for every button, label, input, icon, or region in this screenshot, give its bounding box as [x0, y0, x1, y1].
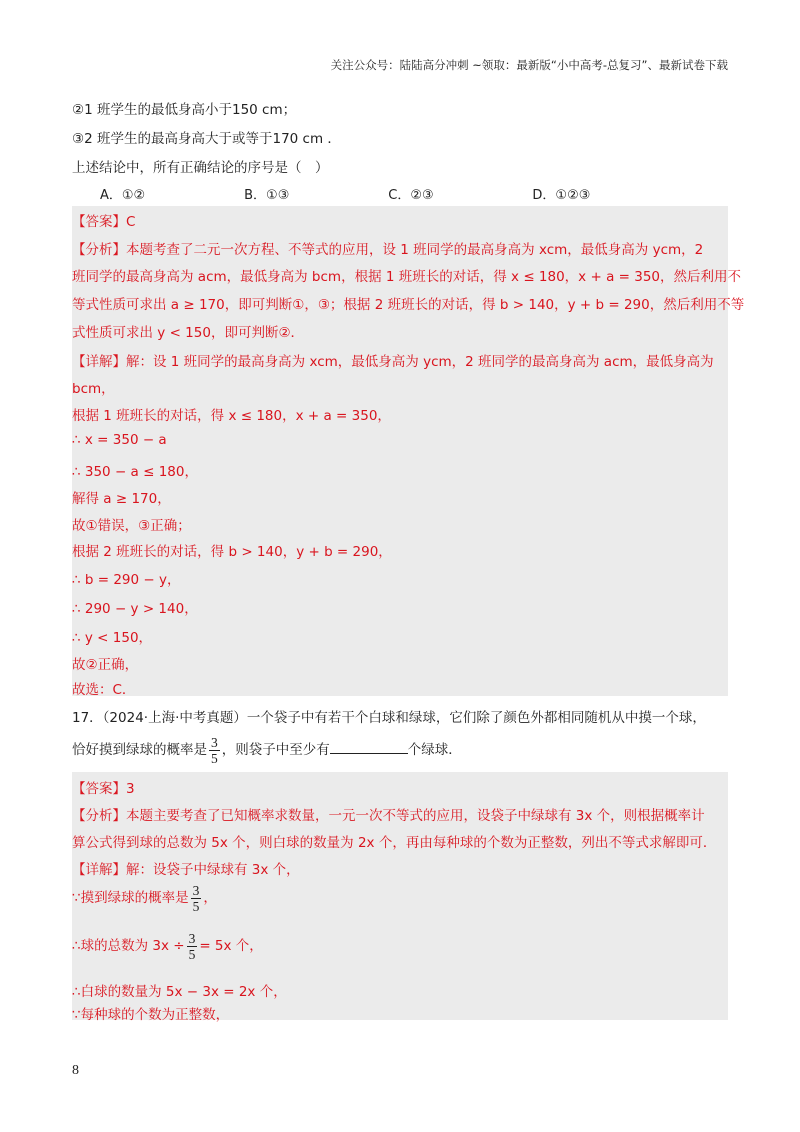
q17-analysis-line: 算公式得到球的总数为 5x 个，则白球的数量为 2x 个，再由每种球的个数为正整数，列出不等式求解即可． — [72, 835, 717, 851]
q16-prompt: 上述结论中，所有正确结论的序号是（ ） — [72, 160, 329, 176]
q16-detail-line: 根据 1 班班长的对话，得 x ≤ 180，x + a = 350， — [72, 408, 391, 424]
answer-blank — [330, 741, 408, 754]
fraction-denominator: 5 — [188, 946, 196, 962]
q16-options — [100, 184, 672, 203]
q17-question-line: 17．（2024·上海·中考真题）一个袋子中有若干个白球和绿球，它们除了颜色外都相同随机从中摸一个球， — [72, 710, 706, 726]
q16-detail-line: bcm， — [72, 381, 115, 397]
q16-detail-line: ∴ 350 − a ≤ 180， — [72, 464, 198, 480]
option-d: D．①②③ — [532, 188, 591, 203]
q17-text: ，则袋子中至少有 — [221, 742, 330, 758]
q16-detail-line: ∴ x = 350 − a — [72, 432, 167, 448]
q16-detail-line: ∴ y < 150， — [72, 630, 153, 646]
q17-detail-line: 【详解】解：设袋子中绿球有 3x 个， — [72, 862, 300, 878]
fraction-numerator: 3 — [188, 930, 196, 946]
q16-detail-line: 故选：C． — [72, 682, 136, 698]
q16-detail-line: 故②正确， — [72, 657, 139, 673]
q17-detail-text: ∵摸到绿球的概率是 — [72, 890, 189, 906]
fraction-numerator: 3 — [211, 734, 218, 750]
q16-analysis-line: 式性质可求出 y < 150，即可判断②． — [72, 325, 305, 341]
q17-text: 个绿球． — [407, 742, 462, 758]
q16-analysis-line: 【分析】本题考查了二元一次方程、不等式的应用，设 1 班同学的最高身高为 xcm，最低身高为 ycm，2 — [72, 242, 704, 258]
q16-item-2: ②1 班学生的最低身高小于150 cm； — [72, 102, 297, 118]
q17-detail-line — [72, 880, 217, 916]
q17-text: 恰好摸到绿球的概率是 — [72, 742, 207, 758]
q17-answer: 【答案】3 — [72, 781, 135, 797]
q17-detail-text: = 5x 个， — [199, 938, 263, 954]
option-a: A．①② — [100, 188, 146, 203]
q16-detail-line: 解得 a ≥ 170， — [72, 491, 171, 507]
q16-detail-line: 【详解】解：设 1 班同学的最高身高为 xcm，最低身高为 ycm，2 班同学的最高身高为 acm，最低身高为 — [72, 354, 714, 370]
q17-analysis-line: 【分析】本题主要考查了已知概率求数量，一元一次不等式的应用，设袋子中绿球有 3x 个，则根据概率计 — [72, 808, 705, 824]
fraction — [187, 931, 198, 962]
q16-detail-line: ∴ 290 − y > 140， — [72, 601, 198, 617]
option-b: B．①③ — [244, 188, 290, 203]
fraction-numerator: 3 — [192, 882, 200, 898]
page-number: 8 — [72, 1063, 79, 1078]
option-c: C．②③ — [388, 188, 434, 203]
q16-detail-line: 故①错误，③正确； — [72, 518, 191, 534]
fraction — [209, 735, 220, 766]
q16-answer: 【答案】C — [72, 214, 136, 230]
q16-item-3: ③2 班学生的最高身高大于或等于170 cm ． — [72, 131, 341, 147]
fraction-denominator: 5 — [211, 750, 218, 766]
q16-analysis-line: 班同学的最高身高为 acm，最低身高为 bcm，根据 1 班班长的对话，得 x ≤ 180，x + a = 350，然后利用不 — [72, 269, 742, 285]
q16-analysis-line: 等式性质可求出 a ≥ 170，即可判断①，③；根据 2 班班长的对话，得 b > 140，y + b = 290，然后利用不等 — [72, 297, 745, 313]
q17-detail-line: ∴白球的数量为 5x − 3x = 2x 个， — [72, 984, 287, 1000]
q17-question-line-2 — [72, 732, 462, 768]
q17-detail-line: ∵每种球的个数为正整数， — [72, 1007, 230, 1023]
fraction-denominator: 5 — [192, 898, 200, 914]
q17-detail-text: ∴球的总数为 3x ÷ — [72, 938, 185, 954]
q17-detail-line — [72, 928, 263, 964]
page-header: 关注公众号：陆陆高分冲刺 ~领取：最新版“小中高考-总复习”、最新试卷下载 — [330, 58, 728, 72]
q16-detail-line: ∴ b = 290 − y， — [72, 572, 181, 588]
q17-detail-text: ， — [203, 890, 217, 906]
q16-detail-line: 根据 2 班班长的对话，得 b > 140，y + b = 290， — [72, 544, 392, 560]
fraction — [191, 883, 202, 914]
